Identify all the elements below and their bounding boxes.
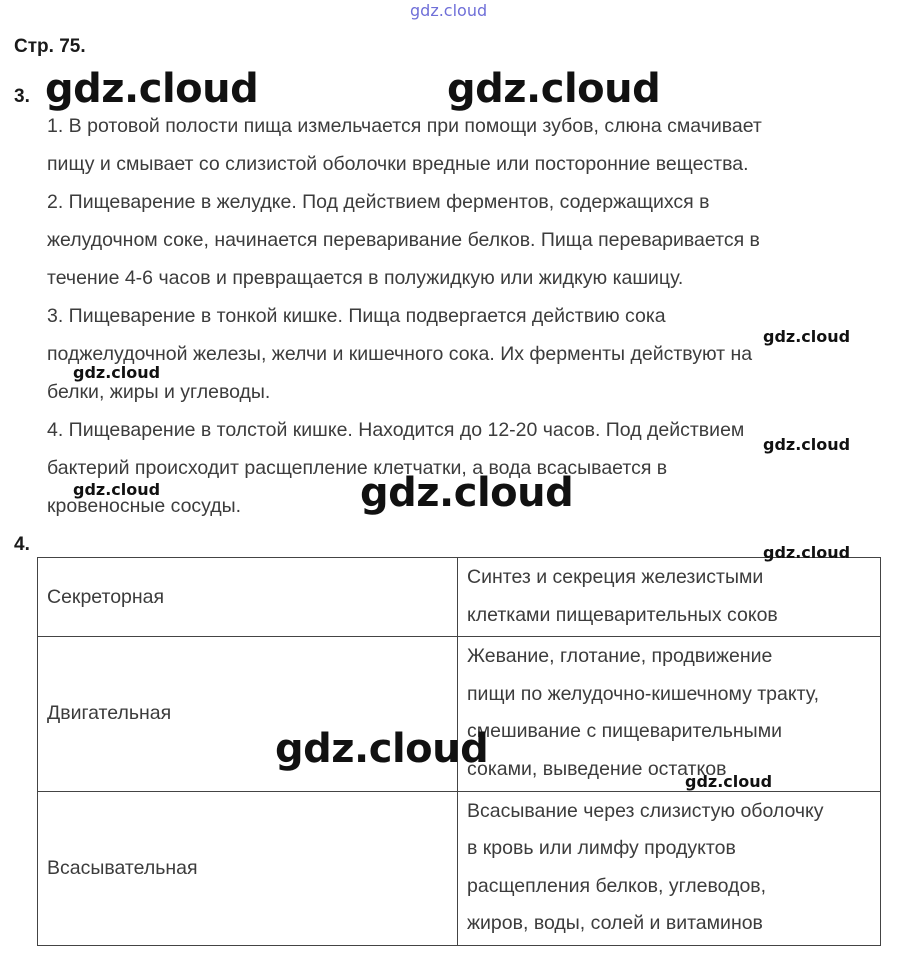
text-line: течение 4-6 часов и превращается в полужидкую или жидкую кашицу. [47, 267, 684, 289]
watermark-large: gdz.cloud [275, 726, 489, 772]
description-line: Всасывание через слизистую оболочку [467, 799, 824, 822]
function-name: Секреторная [38, 558, 458, 637]
text-line: 4. Пищеварение в толстой кишке. Находится до 12-20 часов. Под действием [47, 419, 745, 441]
watermark-small: gdz.cloud [685, 772, 773, 791]
description-line: клетками пищеварительных соков [467, 603, 778, 626]
section-4-number: 4. [14, 534, 30, 555]
description-line: Жевание, глотание, продвижение [467, 645, 773, 668]
description-line: соками, выведение остатков [467, 757, 727, 780]
text-line: желудочном соке, начинается переваривание белков. Пища переваривается в [47, 229, 760, 251]
watermark-large: gdz.cloud [447, 66, 661, 112]
text-line: 2. Пищеварение в желудке. Под действием ферментов, содержащихся в [47, 191, 710, 213]
description-line: расщепления белков, углеводов, [467, 874, 767, 897]
text-line: 3. Пищеварение в тонкой кишке. Пища подвергается действию сока [47, 305, 666, 327]
text-line: бактерий происходит расщепление клетчатки, а вода всасывается в [47, 457, 668, 479]
watermark-small: gdz.cloud [73, 480, 161, 499]
text-line: пищу и смывает со слизистой оболочки вредные или посторонние вещества. [47, 153, 749, 175]
description-line: смешивание с пищеварительными [467, 720, 782, 743]
watermark-small: gdz.cloud [763, 435, 851, 454]
text-line: поджелудочной железы, желчи и кишечного сока. Их ферменты действуют на [47, 343, 753, 365]
watermark-large: gdz.cloud [45, 66, 259, 112]
function-name: Всасывательная [38, 791, 458, 945]
top-watermark: gdz.cloud [410, 1, 488, 20]
function-name: Двигательная [38, 637, 458, 791]
text-line: 1. В ротовой полости пища измельчается при помощи зубов, слюна смачивает [47, 115, 762, 137]
function-description [458, 558, 881, 637]
text-line: кровеносные сосуды. [47, 495, 242, 517]
function-description [458, 791, 881, 945]
description-line: пищи по желудочно-кишечному тракту, [467, 682, 819, 705]
section-3-number: 3. [14, 86, 30, 107]
function-description [458, 637, 881, 791]
table-row [38, 791, 881, 945]
description-line: Синтез и секреция железистыми [467, 566, 764, 588]
page-header: Стр. 75. [14, 36, 86, 57]
description-line: в кровь или лимфу продуктов [467, 837, 736, 860]
description-line: жиров, воды, солей и витаминов [467, 912, 763, 935]
watermark-small: gdz.cloud [73, 363, 161, 382]
text-line: белки, жиры и углеводы. [47, 381, 271, 403]
watermark-large: gdz.cloud [360, 470, 574, 516]
watermark-small: gdz.cloud [763, 327, 851, 346]
table-row [38, 558, 881, 637]
watermark-small: gdz.cloud [763, 543, 851, 562]
